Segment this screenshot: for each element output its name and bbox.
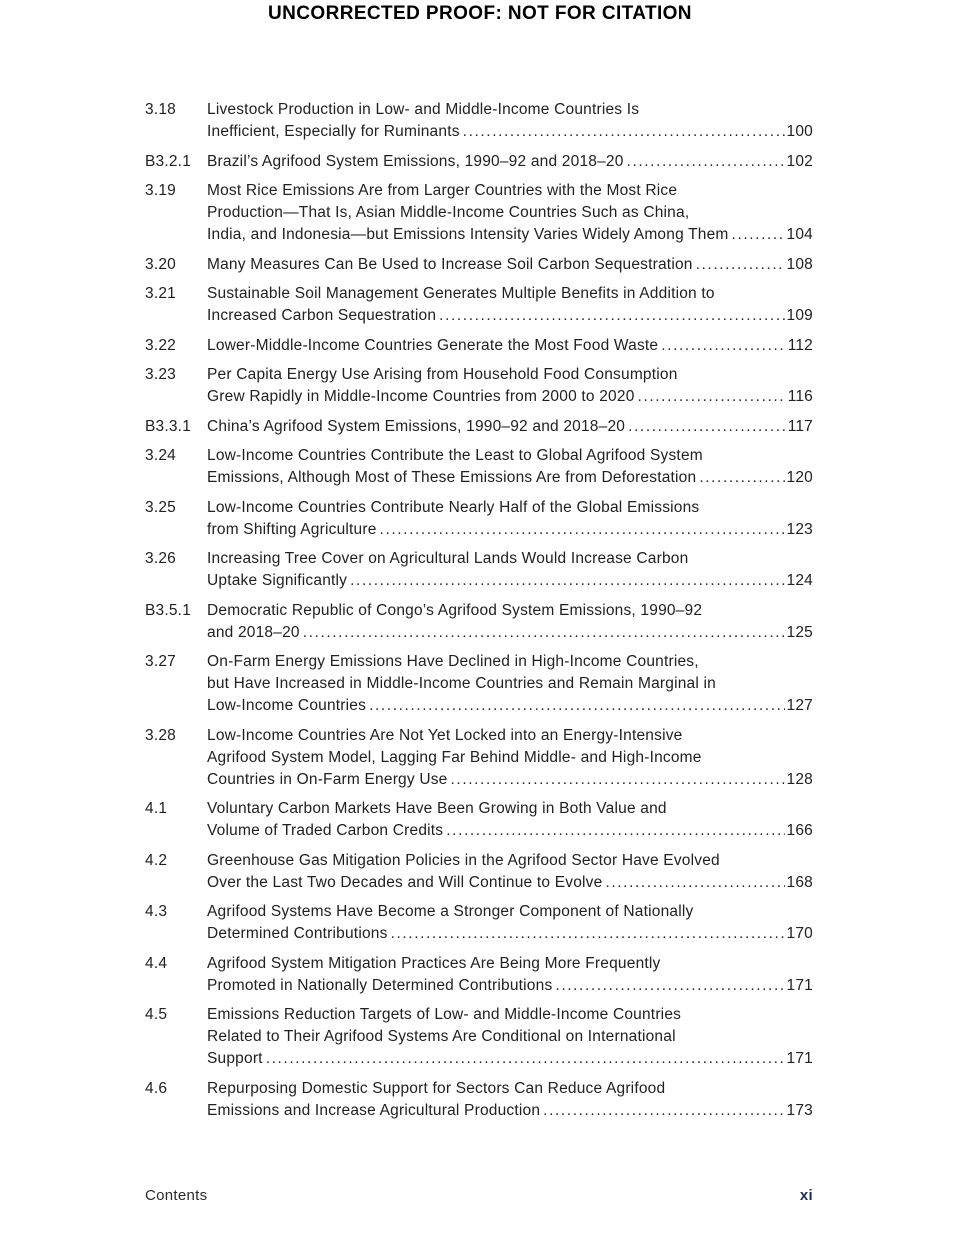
toc-entry-line: Agrifood Systems Have Become a Stronger Component of Nationally <box>207 903 694 920</box>
toc-entry-page: 173 <box>786 1101 813 1119</box>
toc-entry-title <box>207 364 813 408</box>
toc-entry-title <box>207 651 813 717</box>
toc-entry-page: 100 <box>786 123 813 140</box>
toc-entry-title <box>207 548 813 592</box>
toc-entry-number: 3.25 <box>145 498 176 516</box>
toc-leader-dots <box>439 305 784 327</box>
toc-entry <box>145 416 813 438</box>
toc-leader-dots <box>446 820 784 842</box>
toc-entry-line: Low-Income Countries Contribute Nearly Half of the Global Emissions <box>207 498 700 516</box>
toc-entry-line <box>207 923 813 945</box>
toc-entry-line: Repurposing Domestic Support for Sectors Can Reduce Agrifood <box>207 1079 666 1097</box>
toc-entry-line-text: Uptake Significantly <box>207 572 348 589</box>
toc-entry-line: Low-Income Countries Contribute the Least to Global Agrifood System <box>207 447 703 464</box>
toc-entry-title <box>207 445 813 489</box>
toc-entry-line <box>207 386 813 408</box>
toc-entry-page: 171 <box>786 976 813 994</box>
toc-entry-line: Voluntary Carbon Markets Have Been Growing in Both Value and <box>207 800 667 817</box>
toc-entry <box>145 151 813 173</box>
toc-entry <box>145 364 813 408</box>
toc-entry-line <box>207 305 813 327</box>
toc-leader-dots <box>369 695 784 717</box>
toc-entry-title <box>207 1078 813 1122</box>
toc-entry-line <box>207 570 813 592</box>
toc-entry <box>145 725 813 791</box>
toc-leader-dots <box>638 386 786 408</box>
toc-entry-line-text: Volume of Traded Carbon Credits <box>207 822 444 839</box>
toc-entry-title <box>207 850 813 894</box>
toc-entry-number: B3.3.1 <box>145 417 192 435</box>
toc-entry-number: 3.23 <box>145 366 176 383</box>
toc-entry <box>145 600 813 644</box>
toc-entry-line <box>207 121 813 143</box>
toc-entry-number: 4.2 <box>145 851 168 869</box>
toc-entry-number: 3.19 <box>145 182 176 199</box>
toc-entry-line <box>207 151 813 173</box>
toc-entry-page: 125 <box>786 623 813 641</box>
toc-leader-dots <box>266 1048 785 1070</box>
toc-leader-dots <box>303 622 785 644</box>
toc-entry-line: Greenhouse Gas Mitigation Policies in the Agrifood Sector Have Evolved <box>207 851 720 869</box>
toc-entry-line: Low-Income Countries Are Not Yet Locked into an Energy-Intensive <box>207 726 683 744</box>
toc-entry <box>145 850 813 894</box>
toc-entry-number: 3.21 <box>145 285 176 302</box>
toc-leader-dots <box>451 769 785 791</box>
toc-leader-dots <box>696 254 785 276</box>
toc-entry-title <box>207 335 813 357</box>
toc-entry <box>145 901 813 945</box>
toc-entry-title <box>207 180 813 246</box>
toc-entry-page: 104 <box>786 226 813 243</box>
toc-entry-line-text: Grew Rapidly in Middle-Income Countries from 2000 to 2020 <box>207 388 635 405</box>
toc-entry <box>145 1004 813 1070</box>
toc-entry-line <box>207 467 813 489</box>
toc-leader-dots <box>555 975 784 997</box>
toc-entry-line: Related to Their Agrifood Systems Are Conditional on International <box>207 1028 676 1045</box>
toc-entry-line-text: Brazil’s Agrifood System Emissions, 1990–92 and 2018–20 <box>207 152 624 170</box>
toc-entry-line: Livestock Production in Low- and Middle-Income Countries Is <box>207 101 640 118</box>
toc-entry-page: 166 <box>786 822 813 839</box>
toc-entry-line <box>207 975 813 997</box>
toc-entry-page: 112 <box>787 336 813 354</box>
toc-entry-line: Democratic Republic of Congo’s Agrifood System Emissions, 1990–92 <box>207 601 703 619</box>
toc-entry-title <box>207 901 813 945</box>
toc-entry-line: Emissions Reduction Targets of Low- and Middle-Income Countries <box>207 1006 682 1023</box>
toc-entry-line-text: Promoted in Nationally Determined Contributions <box>207 976 553 994</box>
toc-entry-number: 4.4 <box>145 954 168 972</box>
toc-leader-dots <box>463 121 785 143</box>
toc-entry-line: Per Capita Energy Use Arising from Household Food Consumption <box>207 366 678 383</box>
toc-entry-number: B3.5.1 <box>145 601 192 619</box>
toc-entry <box>145 1078 813 1122</box>
toc-entry-page: 108 <box>786 255 813 273</box>
toc-entry <box>145 798 813 842</box>
toc-entry <box>145 335 813 357</box>
toc-entry-line-text: Low-Income Countries <box>207 697 367 714</box>
toc-entry-page: 109 <box>786 307 813 324</box>
toc-entry-line: Most Rice Emissions Are from Larger Countries with the Most Rice <box>207 182 678 199</box>
toc-entry-line: Sustainable Soil Management Generates Multiple Benefits in Addition to <box>207 285 715 302</box>
toc-entry-line-text: Lower-Middle-Income Countries Generate the Most Food Waste <box>207 336 659 354</box>
toc-entry-title <box>207 416 813 438</box>
toc-entry <box>145 445 813 489</box>
footer-section-label: Contents <box>145 1187 208 1204</box>
toc-entry-line: On-Farm Energy Emissions Have Declined in High-Income Countries, <box>207 653 699 670</box>
toc-entry-line <box>207 224 813 246</box>
toc-entry-number: B3.2.1 <box>145 152 192 170</box>
toc-entry-page: 170 <box>786 925 813 942</box>
toc-entry-title <box>207 1004 813 1070</box>
toc-leader-dots <box>605 872 784 894</box>
toc-entry-line <box>207 769 813 791</box>
toc-entry <box>145 254 813 276</box>
toc-entry-page: 128 <box>786 770 813 788</box>
toc-entry-line: but Have Increased in Middle-Income Countries and Remain Marginal in <box>207 675 716 692</box>
toc-leader-dots <box>543 1100 784 1122</box>
toc-entry-line <box>207 622 813 644</box>
toc-entry-title <box>207 953 813 997</box>
toc-entry-line <box>207 1048 813 1070</box>
toc-entry-line: Agrifood System Model, Lagging Far Behind Middle- and High-Income <box>207 748 702 766</box>
toc-entry-line-text: Many Measures Can Be Used to Increase Soil Carbon Sequestration <box>207 255 693 273</box>
footer-page-number: xi <box>799 1187 813 1204</box>
toc-entry <box>145 548 813 592</box>
toc-entry-line-text: and 2018–20 <box>207 623 300 641</box>
toc-entry-title <box>207 254 813 276</box>
toc-entry-page: 124 <box>786 572 813 589</box>
toc-leader-dots <box>661 335 785 357</box>
toc-entry-number: 3.22 <box>145 336 176 354</box>
toc-entry-number: 4.5 <box>145 1006 168 1023</box>
toc-leader-dots <box>350 570 784 592</box>
toc-entry-line <box>207 416 813 438</box>
toc-entry-page: 127 <box>786 697 813 714</box>
toc-entry-number: 4.1 <box>145 800 168 817</box>
toc-entry-title <box>207 151 813 173</box>
toc-entry-number: 3.24 <box>145 447 176 464</box>
toc-entry <box>145 497 813 541</box>
toc-entry-line: Agrifood System Mitigation Practices Are Being More Frequently <box>207 954 661 972</box>
toc-entry-line-text: Support <box>207 1050 263 1067</box>
toc-entry-line <box>207 1100 813 1122</box>
toc-entry-page: 123 <box>786 520 813 538</box>
toc-entry-title <box>207 497 813 541</box>
toc-leader-dots <box>391 923 785 945</box>
toc-entry-line <box>207 519 813 541</box>
toc-leader-dots <box>627 151 785 173</box>
toc-entry-title <box>207 600 813 644</box>
toc-entry-page: 116 <box>787 388 813 405</box>
toc-entry-line-text: Emissions, Although Most of These Emissions Are from Deforestation <box>207 469 697 486</box>
toc-entry-number: 4.6 <box>145 1079 168 1097</box>
toc-entry-line <box>207 254 813 276</box>
toc-entry-number: 3.26 <box>145 550 176 567</box>
toc-entry-line-text: Increased Carbon Sequestration <box>207 307 437 324</box>
toc-leader-dots <box>699 467 784 489</box>
toc-entry-title <box>207 99 813 143</box>
toc-entry-line <box>207 872 813 894</box>
toc-entry-line-text: from Shifting Agriculture <box>207 520 377 538</box>
toc-leader-dots <box>732 224 785 246</box>
toc-entry-title <box>207 283 813 327</box>
toc-entry-number: 3.27 <box>145 653 176 670</box>
toc-entry-line-text: Countries in On-Farm Energy Use <box>207 770 448 788</box>
toc-entry-line-text: Emissions and Increase Agricultural Production <box>207 1101 541 1119</box>
toc-entry-title <box>207 798 813 842</box>
toc-entry-line-text: India, and Indonesia—but Emissions Intensity Varies Widely Among Them <box>207 226 729 243</box>
toc-entry <box>145 953 813 997</box>
toc-entry-page: 171 <box>786 1050 813 1067</box>
toc-entry <box>145 99 813 143</box>
toc-entry-page: 102 <box>786 152 813 170</box>
toc-entry-line: Increasing Tree Cover on Agricultural Lands Would Increase Carbon <box>207 550 689 567</box>
toc-entry-title <box>207 725 813 791</box>
toc-entry <box>145 283 813 327</box>
proof-notice: UNCORRECTED PROOF: NOT FOR CITATION <box>268 3 692 24</box>
toc-entry-line <box>207 335 813 357</box>
toc-entry-line-text: China’s Agrifood System Emissions, 1990–92 and 2018–20 <box>207 417 626 435</box>
toc-leader-dots <box>628 416 786 438</box>
toc-entry-line <box>207 820 813 842</box>
toc-entry <box>145 651 813 717</box>
toc-entry-page: 117 <box>787 417 813 435</box>
toc-entry-line: Production—That Is, Asian Middle-Income Countries Such as China, <box>207 204 690 221</box>
toc-entry-number: 3.28 <box>145 726 176 744</box>
toc-entry-page: 120 <box>786 469 813 486</box>
toc-list <box>145 99 813 1129</box>
toc-entry-line-text: Over the Last Two Decades and Will Continue to Evolve <box>207 873 603 891</box>
toc-entry-line <box>207 695 813 717</box>
toc-entry-number: 3.20 <box>145 255 176 273</box>
page-footer <box>145 1187 813 1204</box>
toc-leader-dots <box>380 519 785 541</box>
toc-entry <box>145 180 813 246</box>
toc-entry-line-text: Determined Contributions <box>207 925 388 942</box>
toc-entry-number: 4.3 <box>145 903 168 920</box>
toc-entry-line-text: Inefficient, Especially for Ruminants <box>207 123 460 140</box>
toc-entry-number: 3.18 <box>145 101 176 118</box>
toc-entry-page: 168 <box>786 873 813 891</box>
